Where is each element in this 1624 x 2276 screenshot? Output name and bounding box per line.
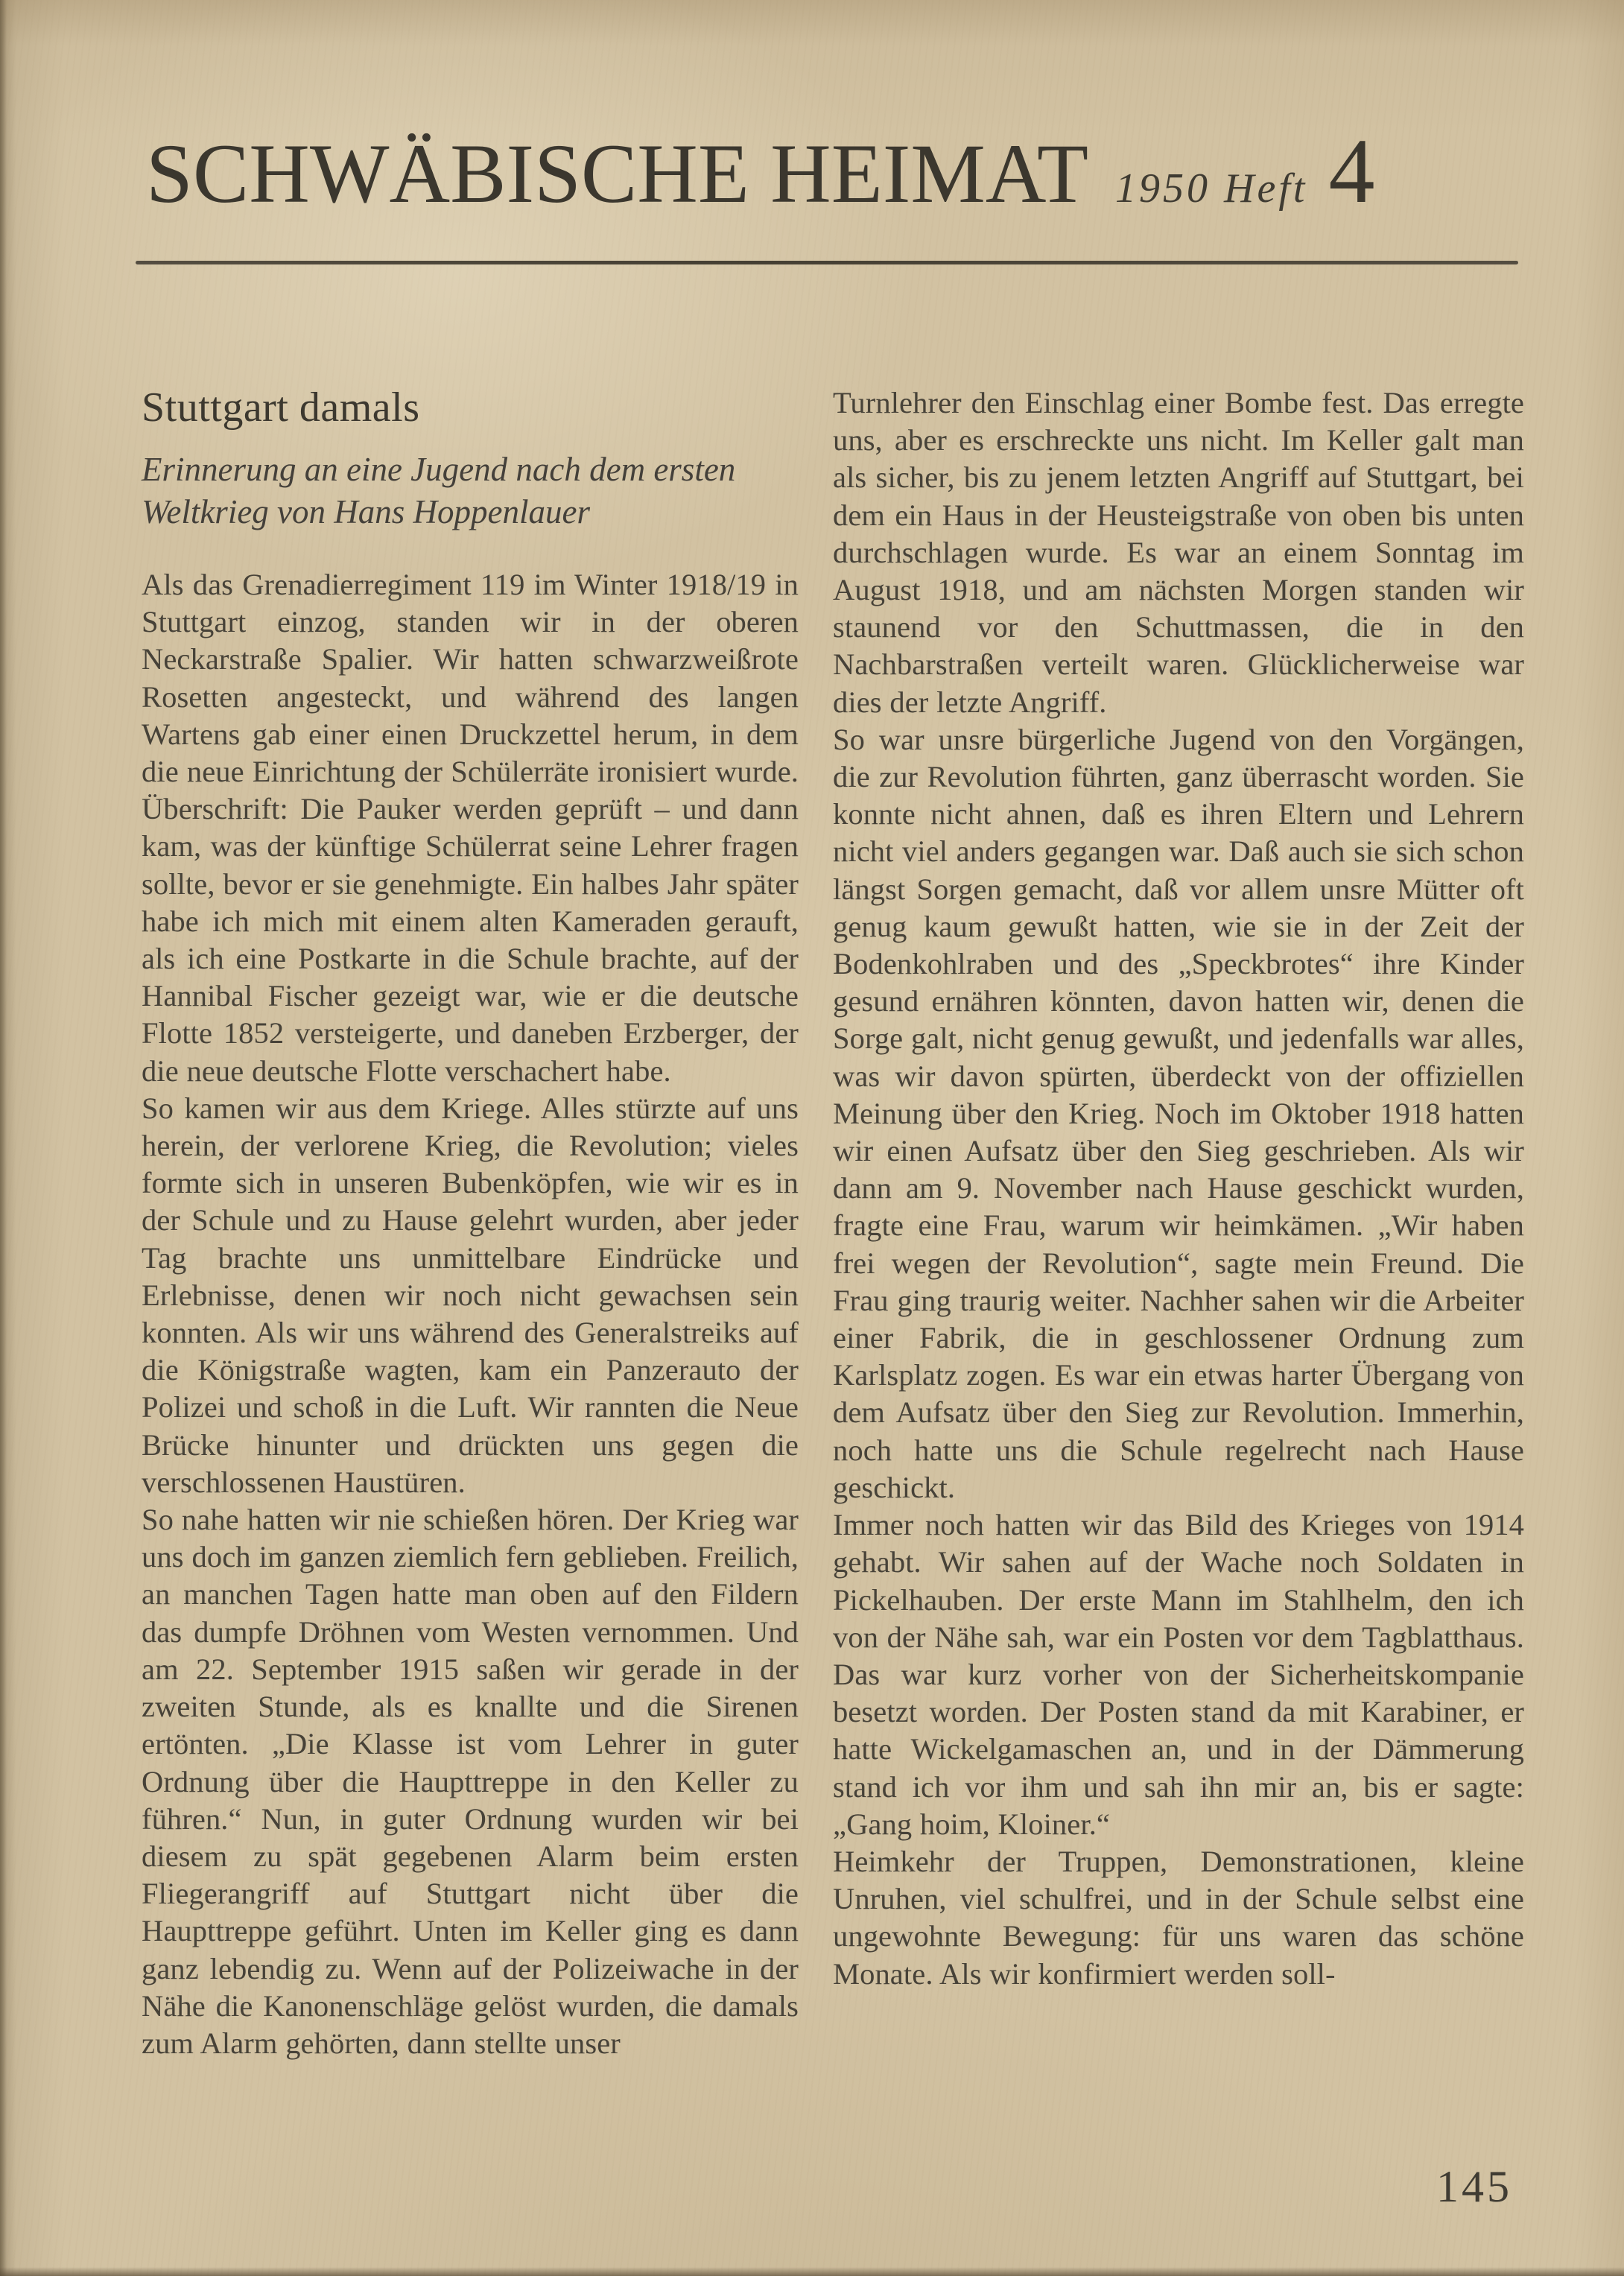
paragraph: So kamen wir aus dem Kriege. Alles stürzte auf uns herein, der verlorene Krieg, die Revolution; vieles formte sich in unseren Bubenköpfen, wie wir es in der Schule und zu Hause gelehrt wurden, aber jeder Tag brachte uns unmittelbare Eindrücke und Erlebnisse, denen wir noch nicht gewachsen sein konnten. Als wir uns während des Generalstreiks auf die Königstraße wagten, kam ein Panzerauto der Polizei und schoß in die Luft. Wir rannten die Neue Brücke hinunter und drückten uns gegen die verschlossenen Haustüren. bbox=[142, 1091, 799, 1499]
masthead-divider-rule bbox=[136, 261, 1518, 264]
right-column bbox=[833, 384, 1524, 2062]
paragraph: So nahe hatten wir nie schießen hören. Der Krieg war uns doch im ganzen ziemlich fern geblieben. Freilich, an manchen Tagen hatte man oben auf den Fildern das dumpfe Dröhnen vom Westen vernommen. Und am 22. September 1915 saßen wir gerade in der zweiten Stunde, als es knallte und die Sirenen ertönten. „Die Klasse ist vom Lehrer in guter Ordnung über die Haupttreppe in den Keller zu führen.“ Nun, in guter Ordnung wurden wir bei diesem zu spät gegebenen Alarm beim ersten Fliegerangriff auf Stuttgart nicht über die Haupttreppe geführt. Unten im Keller ging es dann ganz lebendig zu. Wenn auf der Polizeiwache in der Nähe die Kanonenschläge gelöst wurden, die damals zum Alarm gehörten, dann stellte unser bbox=[142, 1503, 799, 2060]
masthead bbox=[146, 120, 1524, 222]
article-title: Stuttgart damals bbox=[142, 384, 420, 431]
left-column bbox=[142, 384, 799, 2062]
issue-number: 4 bbox=[1328, 120, 1375, 222]
article-subtitle: Erinnerung an eine Jugend nach dem ersten Weltkrieg von Hans Hoppenlauer bbox=[142, 451, 736, 530]
paragraph: Immer noch hatten wir das Bild des Krieges von 1914 gehabt. Wir sahen auf der Wache noch Soldaten in Pickelhauben. Der erste Mann im Stahlhelm, den ich von der Nähe sah, war ein Posten vor dem Tagblatthaus. Das war kurz vorher von der Sicherheitskompanie besetzt worden. Der Posten stand da mit Karabiner, er hatte Wickelgamaschen an, und in der Dämmerung stand ich vor ihm und sah ihn mir an, bis er sagte: „Gang hoim, Kloiner.“ bbox=[833, 1508, 1524, 1841]
paragraph: Als das Grenadierregiment 119 im Winter 1918/19 in Stuttgart einzog, standen wir in der oberen Neckarstraße Spalier. Wir hatten schwarzweißrote Rosetten angesteckt, und während des langen Wartens gab einer einen Druckzettel herum, in dem die neue Einrichtung der Schülerräte ironisiert wurde. Überschrift: Die Pauker werden geprüft – und dann kam, was der künftige Schülerrat seine Lehrer fragen sollte, bevor er sie genehmigte. Ein halbes Jahr später habe ich mich mit einem alten Kameraden gerauft, als ich eine Postkarte in die Schule brachte, auf der Hannibal Fischer gezeigt war, wie er die deutsche Flotte 1852 versteigerte, und daneben Erzberger, der die neue deutsche Flotte verschachert habe. bbox=[142, 568, 799, 1088]
page-bottom-edge-shadow bbox=[0, 2267, 1624, 2276]
paragraph: Turnlehrer den Einschlag einer Bombe fest. Das erregte uns, aber es erschreckte uns nicht. Im Keller galt man als sicher, bis zu jenem letzten Angriff auf Stuttgart, bei dem ein Haus in der Heusteigstraße von oben bis unten durchschlagen wurde. Es war an einem Sonntag im August 1918, und am nächsten Morgen standen wir staunend vor den Schuttmassen, die in den Nachbarstraßen verteilt waren. Glücklicherweise war dies der letzte Angriff. bbox=[833, 386, 1524, 719]
page-number: 145 bbox=[1436, 2162, 1512, 2211]
article-body bbox=[142, 384, 1524, 2062]
paragraph: Heimkehr der Truppen, Demonstrationen, kleine Unruhen, viel schulfrei, und in der Schule selbst eine ungewohnte Bewegung: für uns waren das schöne Monate. Als wir konfirmiert werden soll- bbox=[833, 1844, 1524, 1991]
page-spine-shadow bbox=[0, 0, 7, 2276]
paragraph: So war unsre bürgerliche Jugend von den Vorgängen, die zur Revolution führten, ganz überrascht worden. Sie konnte nicht ahnen, daß es ihren Eltern und Lehrern nicht viel anders gegangen war. Daß auch sie sich schon längst Sorgen gemacht, daß vor allem unsre Mütter oft genug kaum gewußt hatten, wie sie in der Zeit der Bodenkohlraben und des „Speckbrotes“ ihre Kinder gesund ernähren könnten, davon hatten wir, denen die Sorge galt, nicht genug gewußt, und jedenfalls war alles, was wir davon spürten, überdeckt von der offiziellen Meinung über den Krieg. Noch im Oktober 1918 hatten wir einen Aufsatz über den Sieg geschrieben. Als wir dann am 9. November nach Hause geschickt wurden, fragte eine Frau, warum wir heimkämen. „Wir haben frei wegen der Revolution“, sagte mein Freund. Die Frau ging traurig weiter. Nachher sahen wir die Arbeiter einer Fabrik, die in geschlossener Ordnung zum Karlsplatz zogen. Es war ein etwas harter Übergang von dem Aufsatz über den Sieg zur Revolution. Immerhin, noch hatte uns die Schule regelrecht nach Hause geschickt. bbox=[833, 722, 1524, 1504]
magazine-title: SCHWÄBISCHE HEIMAT bbox=[146, 127, 1089, 221]
issue-year-label: 1950 Heft bbox=[1115, 165, 1308, 212]
